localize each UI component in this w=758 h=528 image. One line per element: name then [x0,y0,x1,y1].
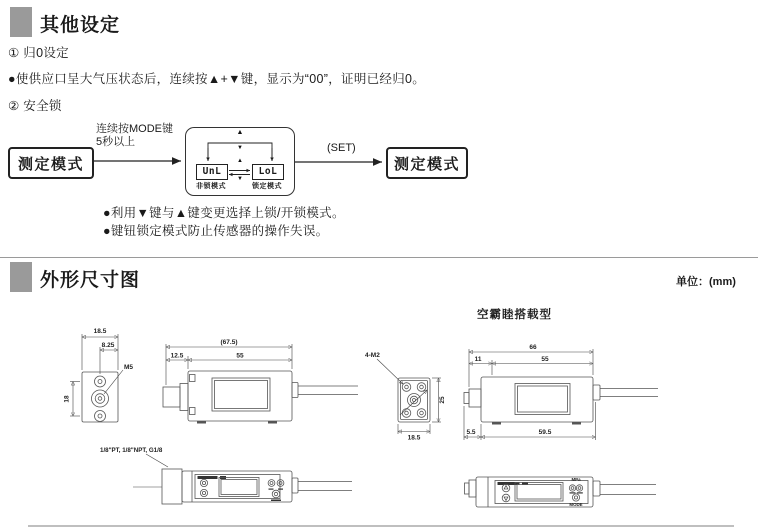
lock-select-box [185,127,295,196]
lock-display: LoL [252,164,284,180]
zero-setting-note: ●使供应口呈大气压状态后，连续按▲+▼键，显示为“00”，证明已经归0。 [8,72,426,86]
dim-side-body: 55 [236,352,244,360]
dim-side-left: 12.5 [170,352,184,360]
section-title-dims: 外形尺寸图 [40,270,141,291]
dim-mside-bottom-left: 5.5 [466,429,476,436]
dim-front-offset: 8.25 [101,342,115,349]
top-view-drawing [100,447,352,504]
section-marker [10,7,32,37]
dim-flange-width: 18.5 [407,434,421,442]
section-marker-dims [10,262,32,292]
mpa-label: MPa [571,477,581,482]
port-thread-label: 1/8"PT, 1/8"NPT, G1/8 [100,447,163,454]
item-zero-setting: ① 归0设定 [8,46,69,60]
down-arrow-icon: ▼ [237,145,243,151]
dimension-drawings [0,300,758,528]
flange-holes-label: 4-M2 [365,352,380,359]
swap-up-arrow-icon: ▲ [237,157,243,164]
flow-end-box: 测定模式 [386,147,468,179]
manifold-top-view-drawing [465,477,657,507]
lock-mode-label: 锁定模式 [252,183,282,190]
dim-mside-left: 11 [474,356,482,363]
manifold-type-title: 空霸睦搭载型 [477,309,552,321]
unit-label: 单位：(mm) [676,276,736,288]
lock-note-2: ●键钮锁定模式防止传感器的操作失误。 [103,224,329,238]
unlock-mode-label: 非锁模式 [196,183,226,190]
dim-mside-total: 66 [529,344,537,351]
dim-flange-height: 25 [439,396,446,404]
swap-down-arrow-icon: ▼ [237,176,243,182]
manifold-side-view-drawing [464,344,658,440]
unlock-display: UnL [196,164,228,180]
side-view-drawing [163,339,358,424]
up-arrow-icon: ▲ [236,129,244,136]
port-size-label: M5 [124,364,134,371]
flange-view-drawing [365,352,446,442]
mode-key-note-line2: 5秒以上 [96,136,136,148]
mode-key-note-line1: 连续按MODE键 [96,123,173,135]
lock-note-1: ●利用▼键与▲键变更选择上锁/开锁模式。 [103,206,345,220]
section-title-other: 其他设定 [40,15,121,36]
section-divider [0,257,758,258]
flow-arrows [0,115,758,210]
set-label: (SET) [327,142,356,154]
dim-mside-body: 55 [541,356,549,363]
item-safety-lock: ② 安全锁 [8,99,62,113]
dim-front-height: 18 [63,395,71,403]
dim-front-width: 18.5 [93,328,107,335]
flow-start-box: 测定模式 [8,147,94,179]
mode-label: MODE [569,502,583,507]
dim-mside-bottom-body: 59.5 [538,429,552,436]
front-view-drawing [64,328,134,422]
dim-side-total: (67.5) [220,339,238,346]
